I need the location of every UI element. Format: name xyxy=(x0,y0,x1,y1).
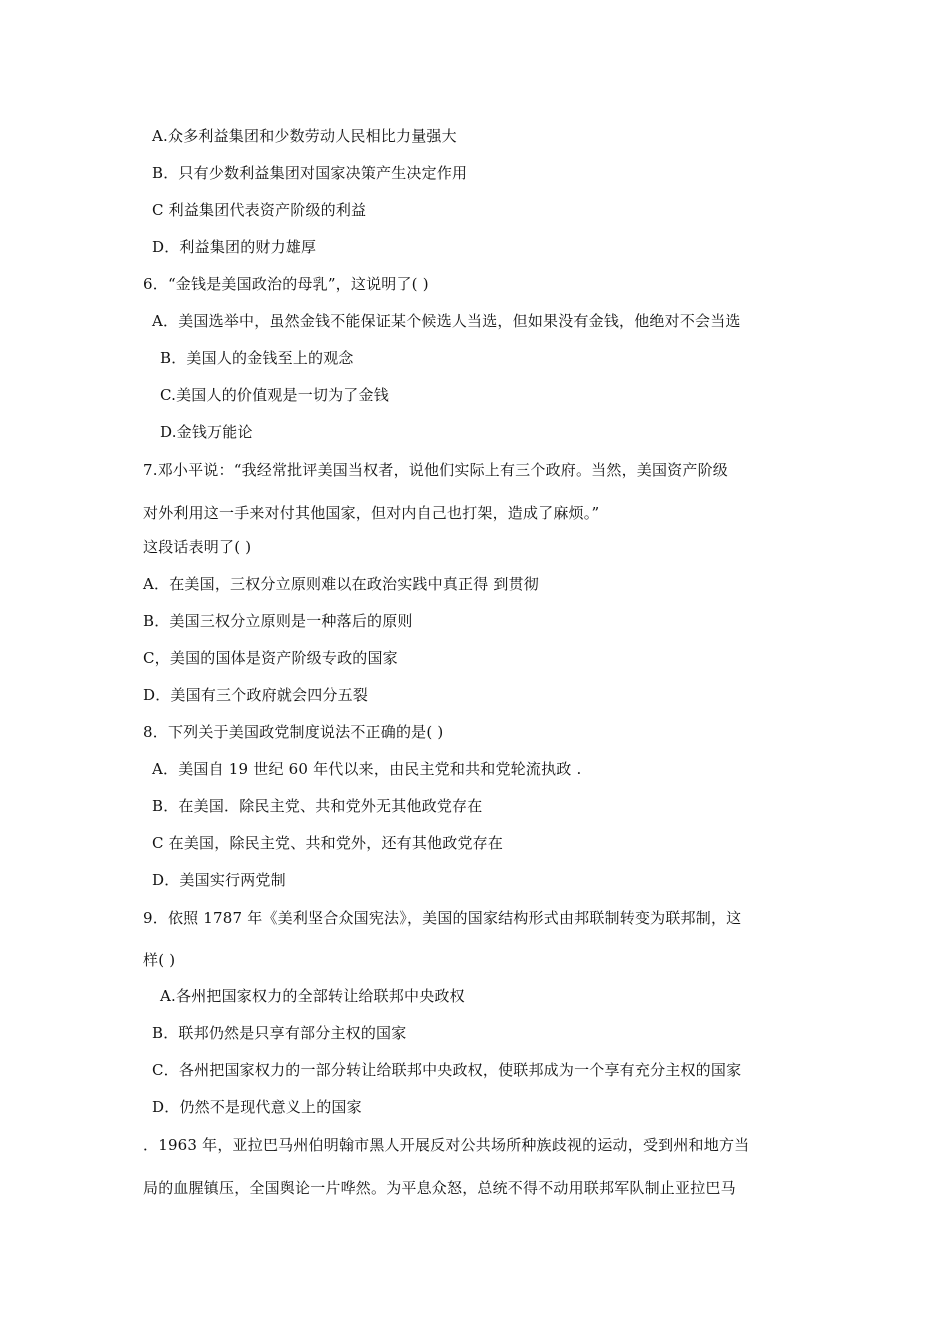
q6-option-c: C.美国人的价值观是一切为了金钱 xyxy=(160,386,389,404)
q7-option-b: B．美国三权分立原则是一种落后的原则 xyxy=(143,612,413,630)
q7-option-d: D．美国有三个政府就会四分五裂 xyxy=(143,686,369,704)
q8-option-d: D．美国实行两党制 xyxy=(152,871,286,889)
q6-option-a: A．美国选举中，虽然金钱不能保证某个候选人当选，但如果没有金钱，他绝对不会当选 xyxy=(152,312,741,330)
q6-stem: 6．“金钱是美国政治的母乳”，这说明了( ) xyxy=(143,275,429,293)
q5-option-d: D．利益集团的财力雄厚 xyxy=(152,238,317,256)
q9-option-c: C．各州把国家权力的一部分转让给联邦中央政权，使联邦成为一个享有充分主权的国家 xyxy=(152,1061,742,1079)
q6-option-d: D.金钱万能论 xyxy=(160,423,253,441)
q7-option-a: A．在美国，三权分立原则难以在政治实践中真正得 到贯彻 xyxy=(143,575,540,593)
q9-option-d: D．仍然不是现代意义上的国家 xyxy=(152,1098,362,1116)
q9-stem-line2: 样( ) xyxy=(143,951,176,969)
q10-stem-line2: 局的血腥镇压，全国舆论一片哗然。为平息众怒，总统不得不动用联邦军队制止亚拉巴马 xyxy=(143,1179,736,1197)
q7-stem-line1: 7.邓小平说：“我经常批评美国当权者，说他们实际上有三个政府。当然，美国资产阶级 xyxy=(143,461,728,479)
q9-option-a: A.各州把国家权力的全部转让给联邦中央政权 xyxy=(160,987,465,1005)
q8-option-b: B．在美国．除民主党、共和党外无其他政党存在 xyxy=(152,797,483,815)
q7-stem-line3: 这段话表明了( ) xyxy=(143,538,252,556)
q8-stem: 8．下列关于美国政党制度说法不正确的是( ) xyxy=(143,723,444,741)
q7-stem-line2: 对外利用这一手来对付其他国家，但对内自己也打架，造成了麻烦。” xyxy=(143,504,600,522)
q10-stem-line1: ．1963 年，亚拉巴马州伯明翰市黑人开展反对公共场所种族歧视的运动，受到州和地方当 xyxy=(143,1136,750,1154)
q8-option-a: A．美国自 19 世纪 60 年代以来，由民主党和共和党轮流执政 . xyxy=(152,760,582,778)
q5-option-a: A.众多利益集团和少数劳动人民相比力量强大 xyxy=(152,127,457,145)
q9-option-b: B．联邦仍然是只享有部分主权的国家 xyxy=(152,1024,407,1042)
q5-option-c: C 利益集团代表资产阶级的利益 xyxy=(152,201,367,219)
q7-option-c: C，美国的国体是资产阶级专政的国家 xyxy=(143,649,398,667)
q9-stem-line1: 9．依照 1787 年《美利坚合众国宪法》，美国的国家结构形式由邦联制转变为联邦制，这 xyxy=(143,909,742,927)
q6-option-b: B．美国人的金钱至上的观念 xyxy=(160,349,354,367)
q5-option-b: B．只有少数利益集团对国家决策产生决定作用 xyxy=(152,164,468,182)
q8-option-c: C 在美国，除民主党、共和党外，还有其他政党存在 xyxy=(152,834,504,852)
